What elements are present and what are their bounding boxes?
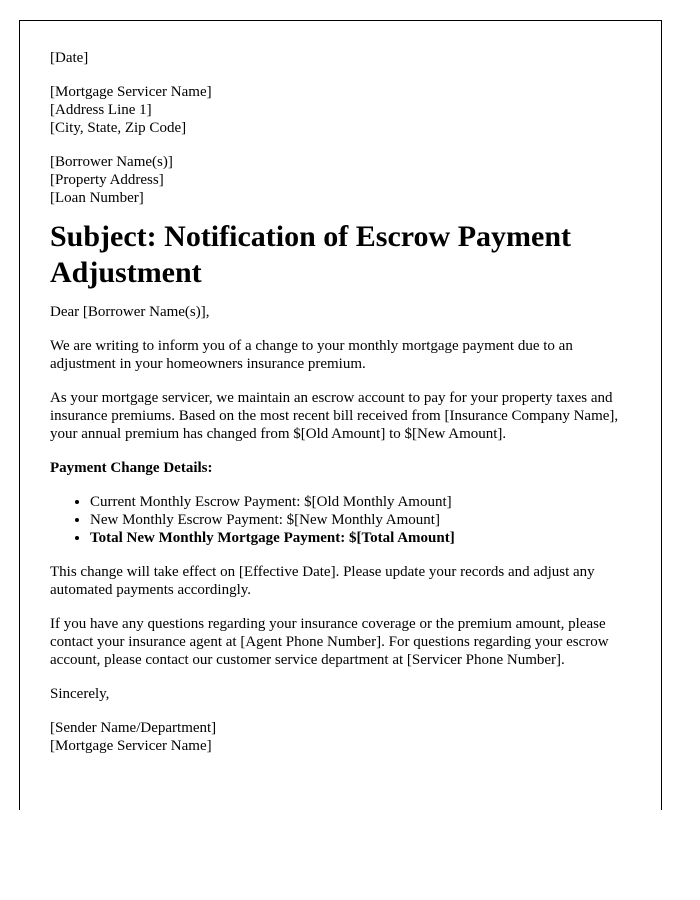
signature-servicer-name: [Mortgage Servicer Name] [50,738,212,754]
list-item-new-escrow: • New Monthly Escrow Payment: $[New Monthly Amount] [90,511,631,529]
letter-page [19,20,662,810]
servicer-name: [Mortgage Servicer Name] [50,84,212,100]
servicer-address-line: [Address Line 1] [50,102,152,118]
borrower-block [50,153,631,207]
date-block [50,49,631,67]
servicer-city-state-zip: [City, State, Zip Code] [50,120,187,136]
details-heading: Payment Change Details: [50,460,213,476]
effective-date-paragraph: This change will take effect on [Effective Date]. Please update your records and adjust any automated payments accordingly. [50,564,595,598]
salutation: Dear [Borrower Name(s)], [50,304,210,320]
contact-paragraph: If you have any questions regarding your insurance coverage or the premium amount, please contact your insurance agent at [Agent Phone Number]. For questions regarding your escrow account, please contact our customer service department at [Servicer Phone Number]. [50,616,609,668]
intro-paragraph: We are writing to inform you of a change to your monthly mortgage payment due to an adjustment in your homeowners insurance premium. [50,338,573,372]
list-item-total-payment: • Total New Monthly Mortgage Payment: $[Total Amount] [90,529,631,547]
escrow-explanation-paragraph: As your mortgage servicer, we maintain an escrow account to pay for your property taxes and insurance premiums. Based on the most recent bill received from [Insurance Company Name], your annual premium has changed from $[Old Amount] to $[New Amount]. [50,390,619,442]
closing: Sincerely, [50,686,110,702]
sender-name: [Sender Name/Department] [50,720,217,736]
payment-details-list [50,493,631,547]
property-address: [Property Address] [50,172,164,188]
date: [Date] [50,50,89,66]
loan-number: [Loan Number] [50,190,144,206]
signature-block [50,719,631,755]
list-item-current-escrow: • Current Monthly Escrow Payment: $[Old Monthly Amount] [90,493,631,511]
servicer-address-block [50,83,631,137]
subject-heading: Subject: Notification of Escrow Payment Adjustment [50,220,572,289]
borrower-name: [Borrower Name(s)] [50,154,173,170]
